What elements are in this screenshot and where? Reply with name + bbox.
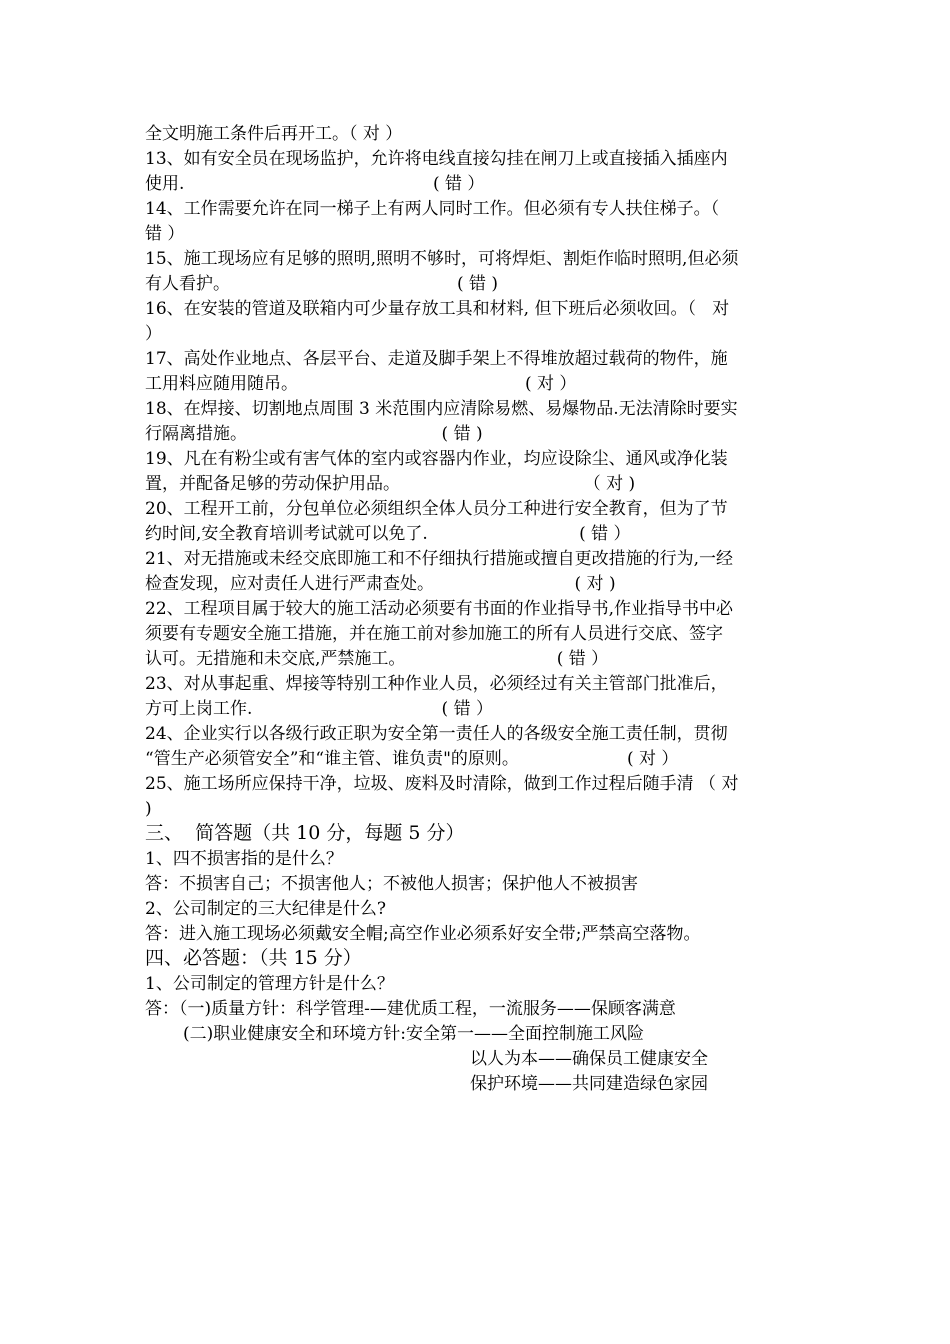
text-line: “管生产必须管安全”和“谁主管、谁负责"的原则。 ( 对 ） bbox=[145, 749, 679, 769]
question-14: 14、工作需要允许在同一梯子上有两人同时工作。但必须有专人扶住梯子。（ bbox=[145, 199, 720, 219]
question-13: 13、如有安全员在现场监护，允许将电线直接勾挂在闸刀上或直接插入插座内 bbox=[145, 149, 728, 169]
text-line: 检查发现，应对责任人进行严肃查处。 ( 对 ) bbox=[145, 574, 616, 594]
policy-line: 保护环境——共同建造绿色家园 bbox=[470, 1074, 708, 1094]
required-question-1: 1、公司制定的管理方针是什么？ bbox=[145, 974, 394, 994]
question-25: 25、施工场所应保持干净，垃圾、废料及时清除，做到工作过程后随手清 （ 对 bbox=[145, 774, 739, 794]
short-answer-question-1: 1、四不损害指的是什么？ bbox=[145, 849, 343, 869]
text-line: 行隔离措施。 ( 错 ) bbox=[145, 424, 483, 444]
answer-2: 答：进入施工现场必须戴安全帽;高空作业必须系好安全带;严禁高空落物。 bbox=[145, 924, 701, 944]
question-24: 24、企业实行以各级行政正职为安全第一责任人的各级安全施工责任制，贯彻 bbox=[145, 724, 728, 744]
section-heading-required: 四、必答题：（共 15 分） bbox=[145, 947, 362, 969]
question-20: 20、工程开工前，分包单位必须组织全体人员分工种进行安全教育，但为了节 bbox=[145, 499, 728, 519]
text-line: 全文明施工条件后再开工。（ 对 ） bbox=[145, 124, 403, 144]
question-16: 16、在安装的管道及联箱内可少量存放工具和材料, 但下班后必须收回。（ 对 bbox=[145, 299, 730, 319]
text-line: 认可。无措施和未交底,严禁施工。 ( 错 ） bbox=[145, 649, 609, 669]
short-answer-question-2: 2、公司制定的三大纪律是什么? bbox=[145, 899, 386, 919]
text-line: 有人看护。 ( 错 ) bbox=[145, 274, 499, 294]
question-19: 19、凡在有粉尘或有害气体的室内或容器内作业，均应设除尘、通风或净化装 bbox=[145, 449, 728, 469]
text-line: 错 ） bbox=[145, 224, 185, 244]
policy-line: 以人为本——确保员工健康安全 bbox=[470, 1049, 708, 1069]
question-18: 18、在焊接、切割地点周围 3 米范围内应清除易燃、易爆物品.无法清除时要实 bbox=[145, 399, 738, 419]
question-21: 21、对无措施或未经交底即施工和不仔细执行措施或擅自更改措施的行为,一经 bbox=[145, 549, 734, 569]
answer-1: 答：不损害自己；不损害他人；不被他人损害；保护他人不被损害 bbox=[145, 874, 638, 894]
answer-quality-policy: 答：（一)质量方针：科学管理-—建优质工程，一流服务——保顾客满意 bbox=[145, 999, 676, 1019]
question-17: 17、高处作业地点、各层平台、走道及脚手架上不得堆放超过载荷的物件，施 bbox=[145, 349, 728, 369]
section-heading-short-answer: 三、 简答题（共 10 分，每题 5 分） bbox=[145, 822, 465, 844]
text-line: 置，并配备足够的劳动保护用品。 （ 对 ) bbox=[145, 474, 636, 494]
text-line: 约时间,安全教育培训考试就可以免了. ( 错 ） bbox=[145, 524, 631, 544]
question-15: 15、施工现场应有足够的照明,照明不够时，可将焊炬、割炬作临时照明,但必须 bbox=[145, 249, 739, 269]
text-line: 使用. ( 错 ） bbox=[145, 174, 485, 194]
text-line: ) bbox=[145, 799, 152, 819]
text-line: 须要有专题安全施工措施，并在施工前对参加施工的所有人员进行交底、签字 bbox=[145, 624, 723, 644]
answer-safety-policy: (二)职业健康安全和环境方针:安全第一——全面控制施工风险 bbox=[183, 1024, 644, 1044]
question-22: 22、工程项目属于较大的施工活动必须要有书面的作业指导书,作业指导书中必 bbox=[145, 599, 734, 619]
question-23: 23、对从事起重、焊接等特别工种作业人员，必须经过有关主管部门批准后， bbox=[145, 674, 728, 694]
text-line: ） bbox=[145, 324, 162, 344]
text-line: 方可上岗工作. ( 错 ） bbox=[145, 699, 493, 719]
text-line: 工用料应随用随吊。 ( 对 ） bbox=[145, 374, 577, 394]
